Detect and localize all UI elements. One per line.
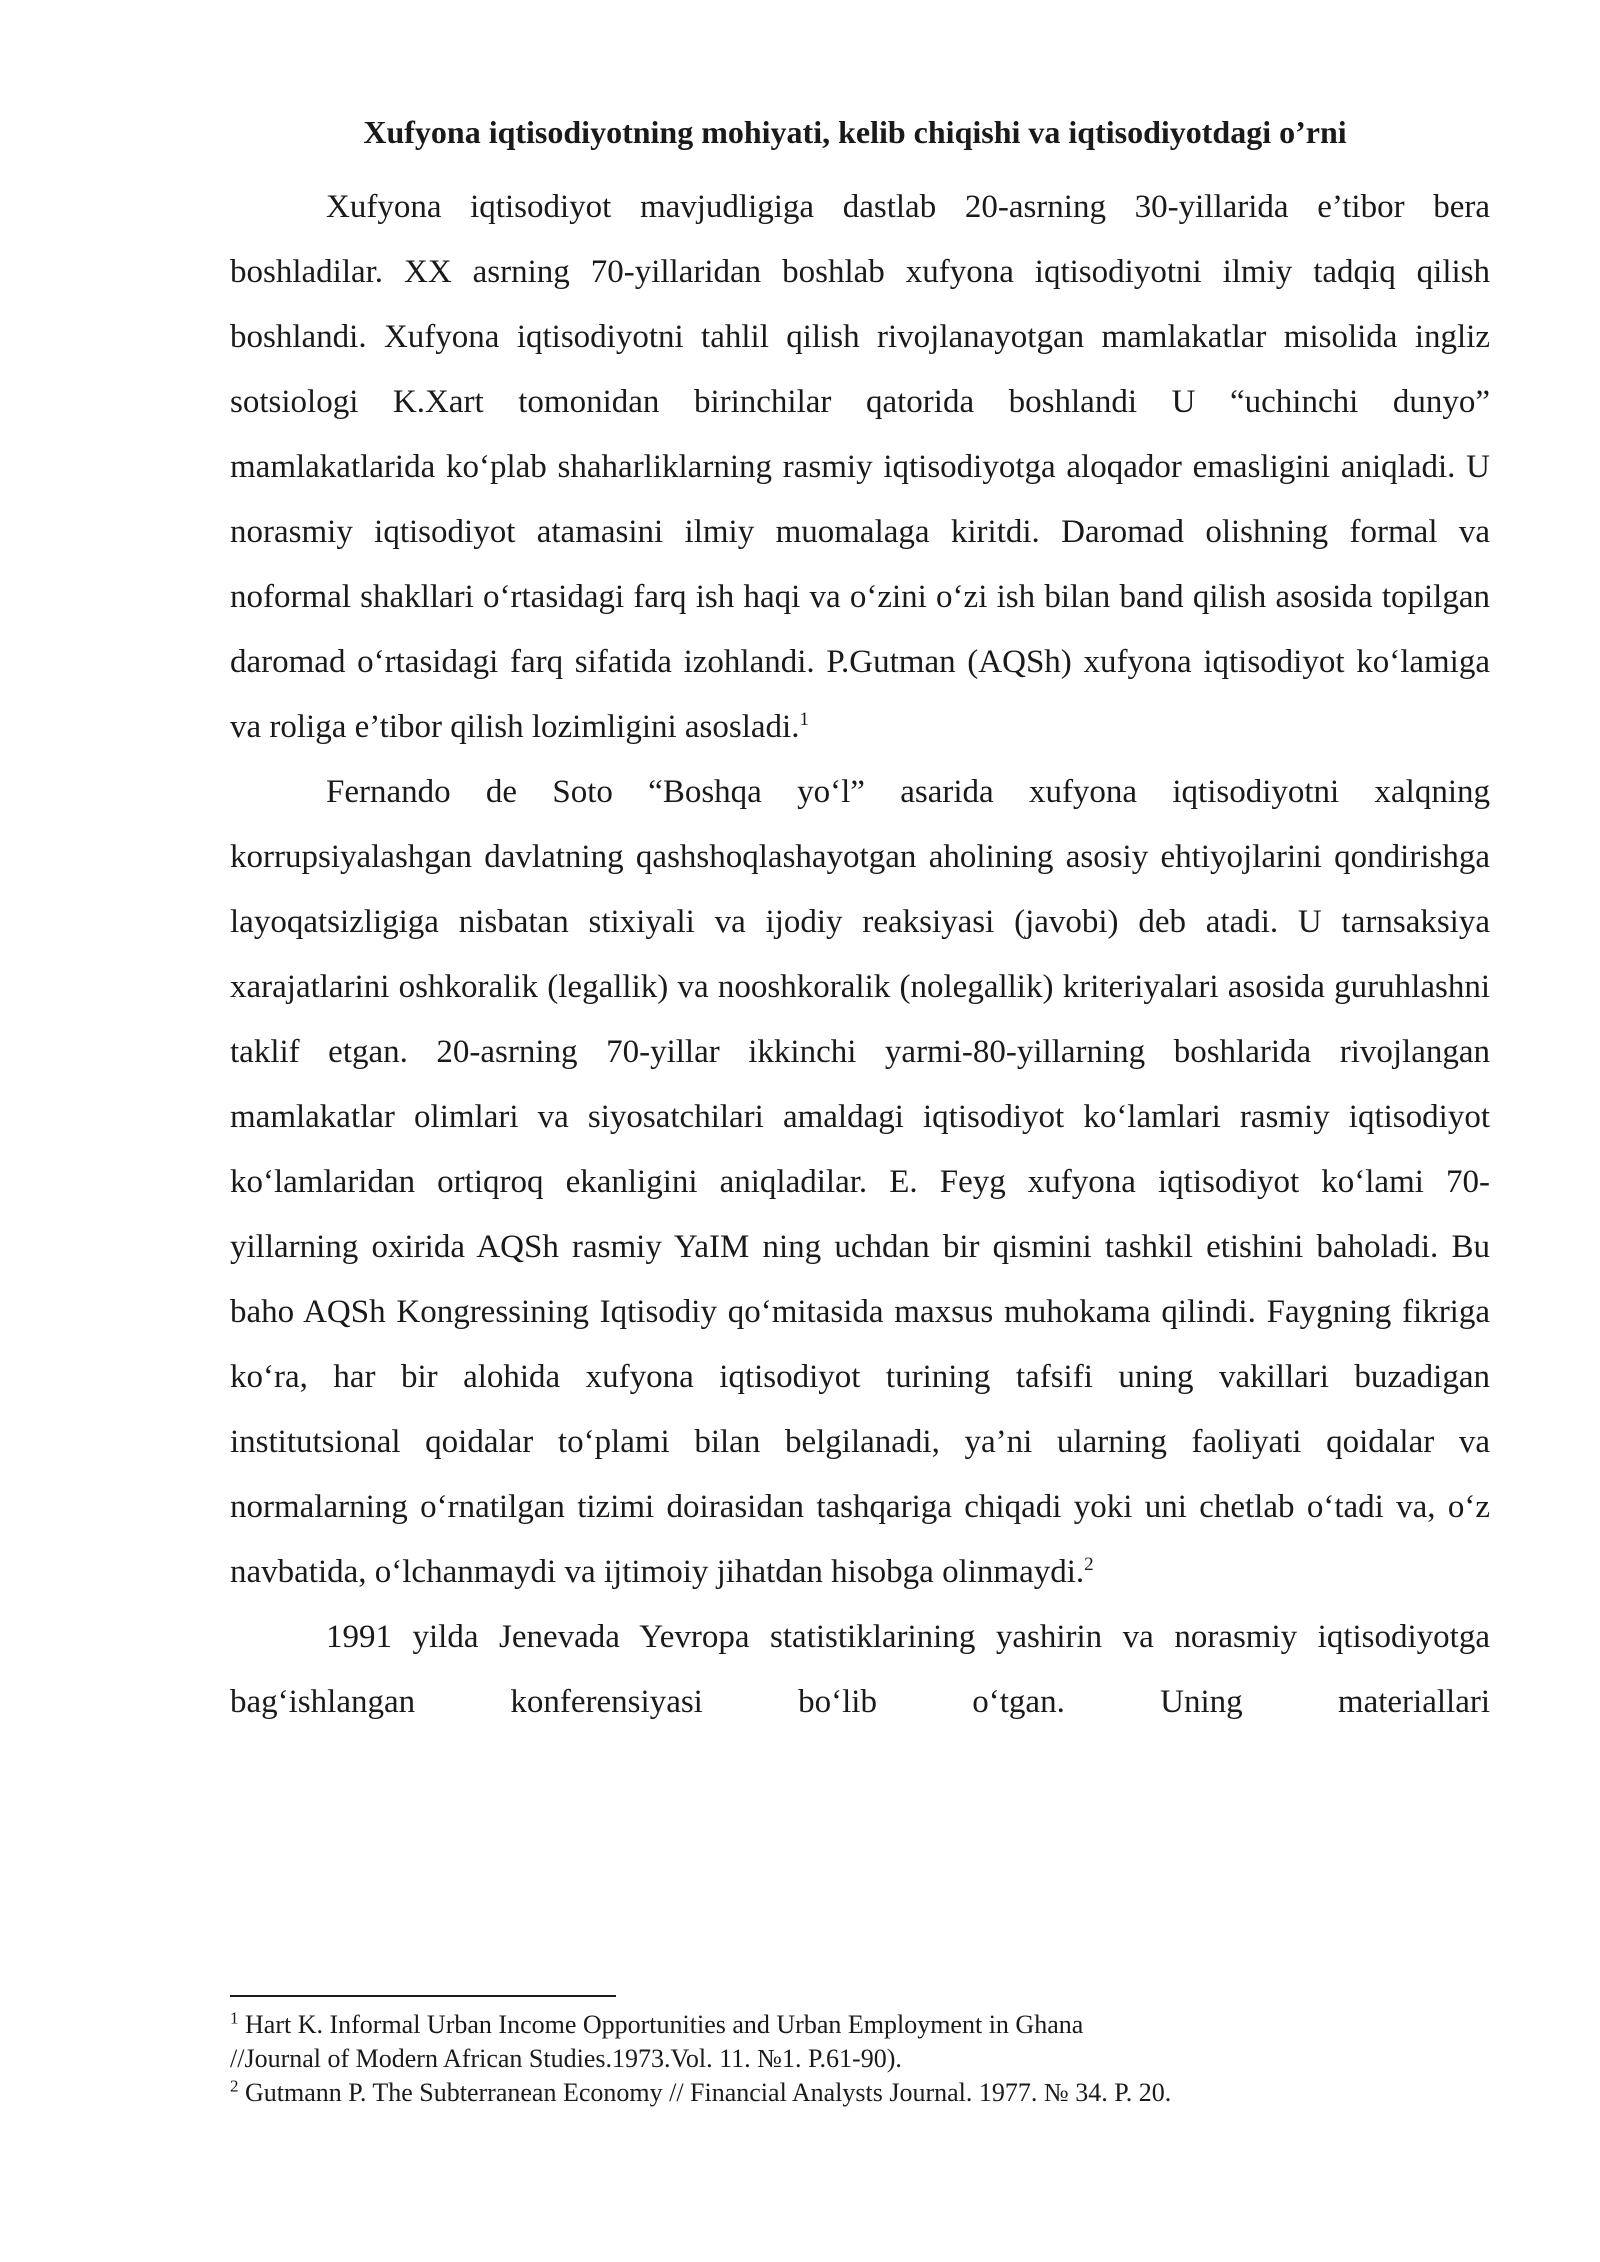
footnote-1-marker: 1 [230, 2008, 239, 2028]
paragraph-3 [230, 1605, 1490, 1735]
footnote-1-line-2: //Journal of Modern African Studies.1973.Vol. 11. №1. P.61-90). [230, 2044, 902, 2073]
footnote-2-marker: 2 [230, 2076, 239, 2096]
footnotes [230, 2008, 1480, 2110]
paragraph-1-text: Xufyona iqtisodiyot mavjudligiga dastlab 20-asrning 30-yillarida e’tibor bera boshladilar. XX asrning 70-yillaridan boshlab xufyona iqtisodiyotni ilmiy tadqiq qilish boshlandi. Xufyona iqtisodiyotni tahlil qilish rivojlanayotgan mamlakatlar misolida ingliz sotsiologi K.Xart tomonidan birinchilar qatorida boshlandi U “uchinchi dunyo” mamlakatlarida ko‘plab shaharliklarning rasmiy iqtisodiyotga aloqador emasligini aniqladi. U norasmiy iqtisodiyot atamasini ilmiy muomalaga kiritdi. Daromad olishning formal va noformal shakllari o‘rtasidagi farq ish haqi va o‘zini o‘zi ish bilan band qilish asosida topilgan daromad o‘rtasidagi farq sifatida izohlandi. P.Gutman (AQSh) xufyona iqtisodiyot ko‘lamiga va roliga e’tibor qilish lozimligini asosladi. [230, 189, 1490, 745]
footnote-2 [230, 2076, 1480, 2110]
footnote-1 [230, 2008, 1480, 2042]
footnote-2-line-1: Gutmann P. The Subterranean Economy // Financial Analysts Journal. 1977. № 34. P. 20. [245, 2078, 1172, 2107]
paragraph-2 [230, 760, 1490, 1605]
paragraph-2-text: Fernando de Soto “Boshqa yo‘l” asarida xufyona iqtisodiyotni xalqning korrupsiyalashgan davlatning qashshoqlashayotgan aholining asosiy ehtiyojlarini qondirishga layoqatsizligiga nisbatan stixiyali va ijodiy reaksiyasi (javobi) deb atadi. U tarnsaksiya xarajatlarini oshkoralik (legallik) va nooshkoralik (nolegallik) kriteriyalari asosida guruhlashni taklif etgan. 20-asrning 70-yillar ikkinchi yarmi-80-yillarning boshlarida rivojlangan mamlakatlar olimlari va siyosatchilari amaldagi iqtisodiyot ko‘lamlari rasmiy iqtisodiyot ko‘lamlaridan ortiqroq ekanligini aniqladilar. E. Feyg xufyona iqtisodiyot ko‘lami 70- yillarning oxirida AQSh rasmiy YaIM ning uchdan bir qismini tashkil etishini baholadi. Bu baho AQSh Kongressining Iqtisodiy qo‘mitasida maxsus muhokama qilindi. Faygning fikriga ko‘ra, har bir alohida xufyona iqtisodiyot turining tafsifi uning vakillari buzadigan institutsional qoidalar to‘plami bilan belgilanadi, ya’ni ularning faoliyati qoidalar va normalarning o‘rnatilgan tizimi doirasidan tashqariga chiqadi yoki uni chetlab o‘tadi va, o‘z navbatida, o‘lchanmaydi va ijtimoiy jihatdan hisobga olinmaydi. [230, 774, 1490, 1590]
footnote-separator [230, 1995, 616, 1997]
document-body [230, 175, 1490, 1735]
footnote-1-continuation [230, 2042, 1480, 2076]
footnote-1-line-1: Hart K. Informal Urban Income Opportunities and Urban Employment in Ghana [245, 2010, 1084, 2039]
paragraph-1 [230, 175, 1490, 760]
document-title: Xufyona iqtisodiyotning mohiyati, kelib chiqishi va iqtisodiyotdagi o’rni [363, 114, 1347, 150]
paragraph-3-text: 1991 yilda Jenevada Yevropa statistiklarining yashirin va norasmiy iqtisodiyotga bag‘ishlangan konferensiyasi bo‘lib o‘tgan. Uning materiallari [230, 1619, 1490, 1720]
footnote-ref-2[interactable]: 2 [1084, 1554, 1094, 1575]
footnote-ref-1[interactable]: 1 [799, 709, 809, 730]
